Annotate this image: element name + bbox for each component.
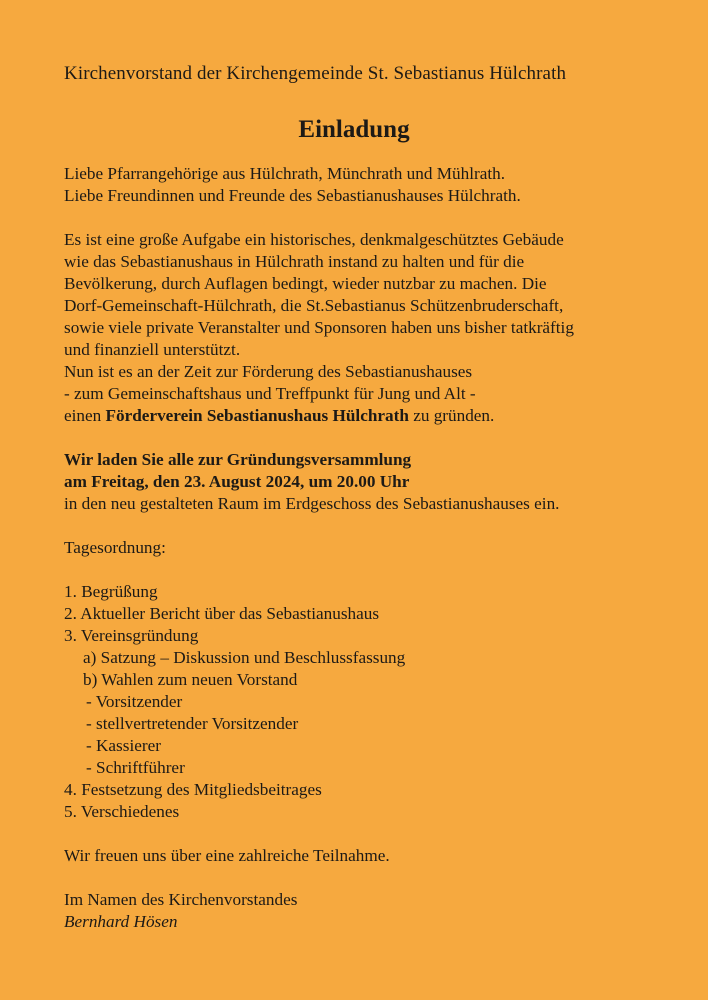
founding-line (64, 405, 664, 427)
agenda-subitem: b) Wahlen zum neuen Vorstand (83, 670, 298, 689)
letter-body (64, 163, 664, 933)
sign-off: Im Namen des Kirchenvorstandes (64, 890, 298, 909)
paragraph-line: wie das Sebastianushaus in Hülchrath instand zu halten und für die (64, 252, 525, 271)
agenda-subitem: a) Satzung – Diskussion und Beschlussfassung (83, 648, 406, 667)
association-name: Förderverein Sebastianushaus Hülchrath (105, 406, 409, 425)
founding-prefix: einen (64, 406, 106, 425)
agenda-item: 1. Begrüßung (64, 582, 158, 601)
greeting-line: Liebe Freundinnen und Freunde des Sebastianushauses Hülchrath. (64, 186, 521, 205)
agenda-item: 4. Festsetzung des Mitgliedsbeitrages (64, 780, 322, 799)
signature: Bernhard Hösen (64, 912, 178, 931)
agenda-item: 3. Vereinsgründung (64, 626, 199, 645)
paragraph-line: Dorf-Gemeinschaft-Hülchrath, die St.Sebastianus Schützenbruderschaft, (64, 296, 564, 315)
paragraph-line: Nun ist es an der Zeit zur Förderung des Sebastianushauses (64, 362, 473, 381)
paragraph-line: und finanziell unterstützt. (64, 340, 241, 359)
agenda-role: - stellvertretender Vorsitzender (86, 714, 299, 733)
paragraph-line: Bevölkerung, durch Auflagen bedingt, wieder nutzbar zu machen. Die (64, 274, 547, 293)
agenda-item: 2. Aktueller Bericht über das Sebastianushaus (64, 604, 380, 623)
meeting-date: am Freitag, den 23. August 2024, um 20.00 Uhr (64, 472, 410, 491)
agenda-role: - Kassierer (86, 736, 161, 755)
page-title: Einladung (298, 116, 410, 143)
invitation-line: Wir laden Sie alle zur Gründungsversammlung (64, 450, 412, 469)
greeting-line: Liebe Pfarrangehörige aus Hülchrath, Münchrath und Mühlrath. (64, 164, 506, 183)
paragraph-line: Es ist eine große Aufgabe ein historisches, denkmalgeschütztes Gebäude (64, 230, 564, 249)
meeting-location: in den neu gestalteten Raum im Erdgeschoss des Sebastianushauses ein. (64, 494, 560, 513)
founding-suffix: zu gründen. (408, 406, 495, 425)
header-organization: Kirchenvorstand der Kirchengemeinde St. Sebastianus Hülchrath (64, 63, 567, 84)
agenda-heading: Tagesordnung: (64, 538, 166, 557)
agenda-item: 5. Verschiedenes (64, 802, 180, 821)
agenda-role: - Schriftführer (86, 758, 185, 777)
closing-line: Wir freuen uns über eine zahlreiche Teilnahme. (64, 846, 390, 865)
agenda-role: - Vorsitzender (86, 692, 183, 711)
paragraph-line: - zum Gemeinschaftshaus und Treffpunkt für Jung und Alt - (64, 384, 476, 403)
paragraph-line: sowie viele private Veranstalter und Sponsoren haben uns bisher tatkräftig (64, 318, 574, 337)
